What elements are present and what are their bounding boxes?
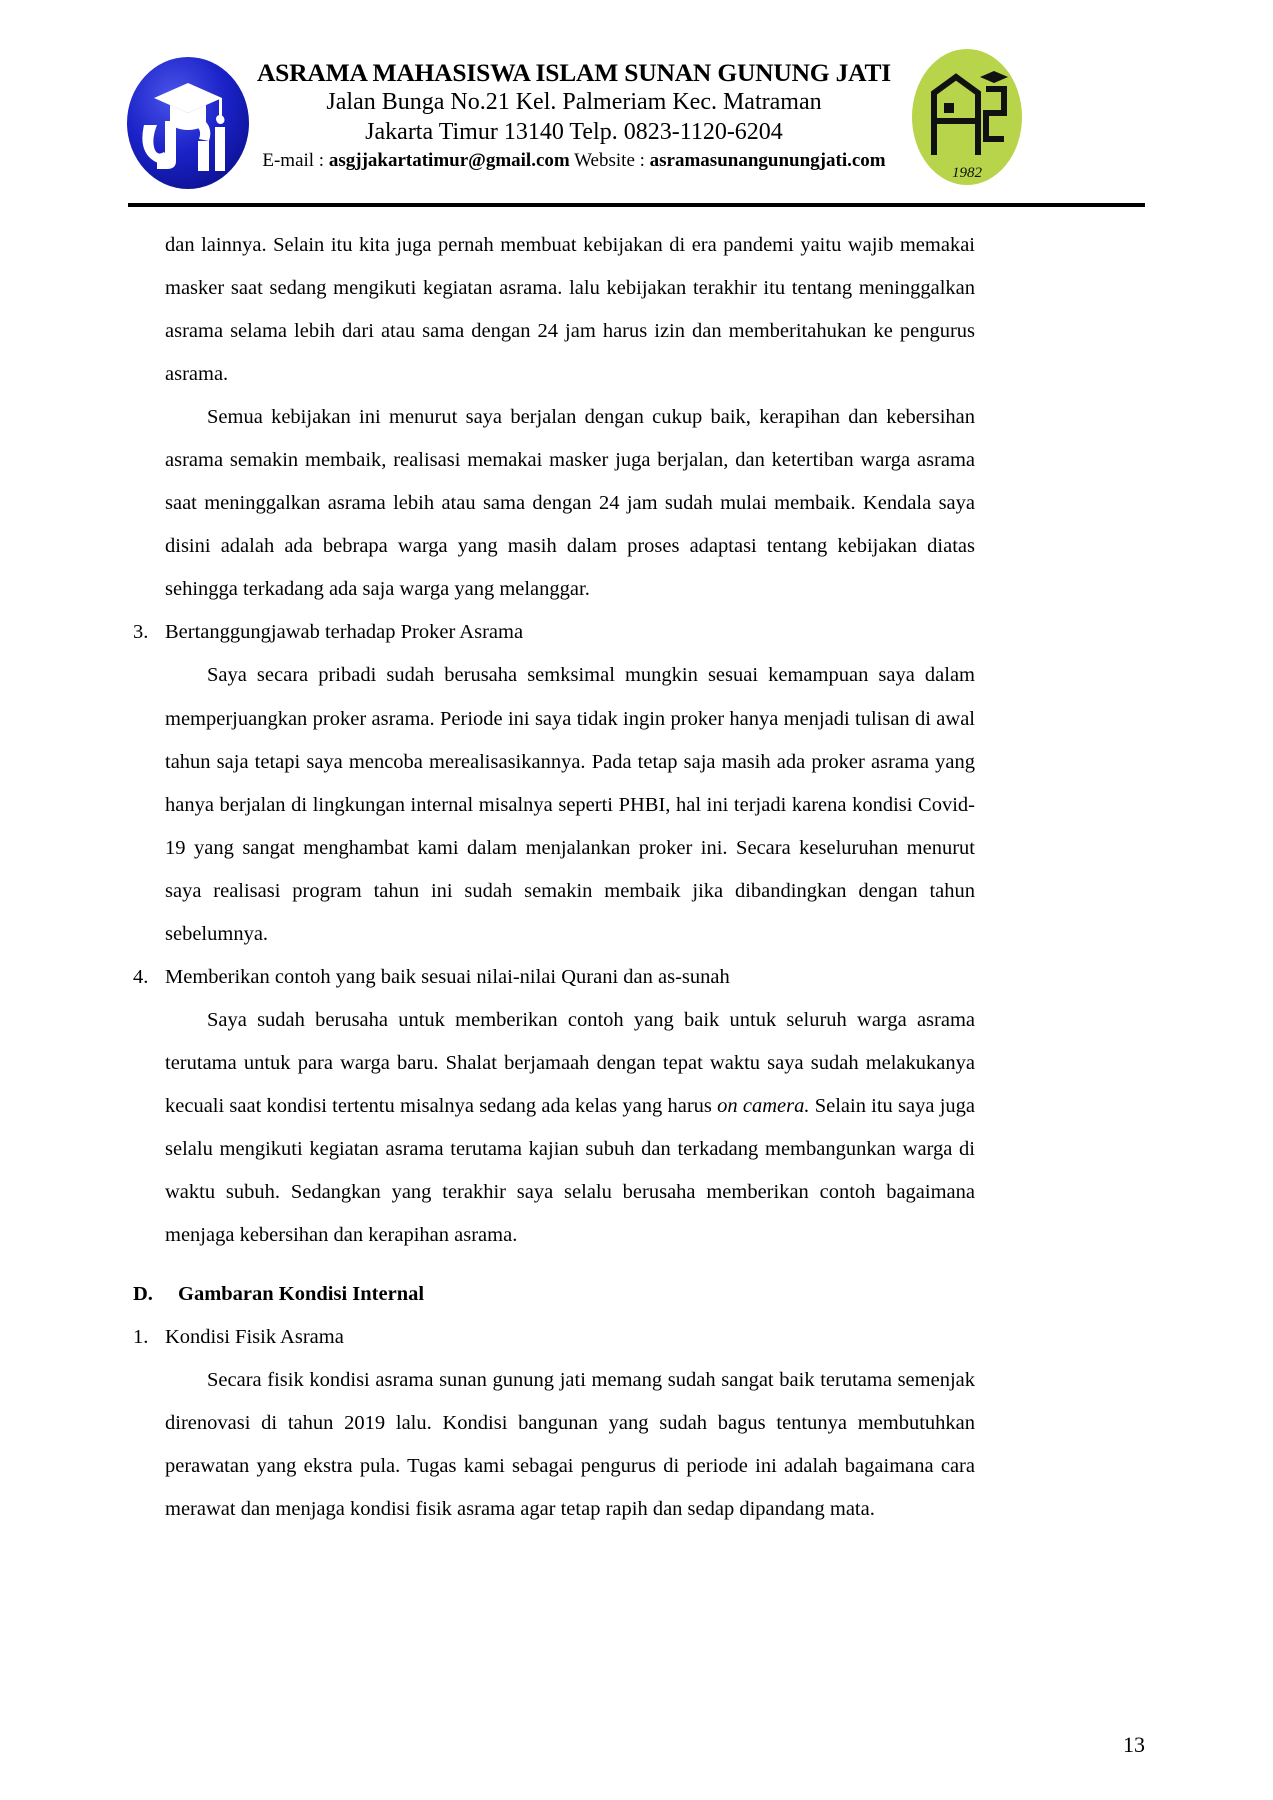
paragraph-2: Semua kebijakan ini menurut saya berjalan dengan cukup baik, kerapihan dan kebersihan asrama semakin membaik, realisasi memakai masker juga berjalan, dan ketertiban warga asrama saat meninggalkan asrama lebih atau sama dengan 24 jam sudah mulai membaik. Kendala saya disini adalah ada bebrapa warga yang masih dalam proses adaptasi tentang kebijakan diatas sehingga terkadang ada saja warga yang melanggar. [165, 406, 975, 601]
paragraph-3: Saya secara pribadi sudah berusaha semksimal mungkin sesuai kemampuan saya dalam memperjuangkan proker asrama. Periode ini saya tidak ingin proker hanya menjadi tulisan di awal tahun saja tetapi saya mencoba merealisasikannya. Pada tetap saja masih ada proker asrama yang hanya berjalan di lingkungan internal misalnya seperti PHBI, hal ini terjadi karena kondisi Covid-19 yang sangat menghambat kami dalam menjalankan proker ini. Secara keseluruhan menurut saya realisasi program tahun ini sudah semakin membaik jika dibandingkan dengan tahun sebelumnya. [165, 664, 975, 945]
address-line-2: Jakarta Timur 13140 Telp. 0823-1120-6204 [365, 118, 783, 145]
email-address: asgjjakartatimur@gmail.com [328, 149, 570, 171]
paragraph-4-italic: on camera. [717, 1094, 810, 1117]
letterhead-text [236, 58, 912, 171]
list-item-3-number: 3. [133, 621, 149, 644]
paragraph-4-part-b: Selain itu saya juga selalu mengikuti kegiatan asrama terutama kajian subuh dan terkadang membangunkan warga di waktu subuh. Sedangkan yang terakhir saya selalu berusaha memberikan contoh bagaimana menjaga kebersihan dan kerapihan asrama. [165, 1094, 975, 1247]
address-line-1: Jalan Bunga No.21 Kel. Palmeriam Kec. Matraman [326, 89, 822, 116]
org-name: ASRAMA MAHASISWA ISLAM SUNAN GUNUNG JATI [256, 58, 892, 87]
svg-text:1982: 1982 [952, 165, 982, 181]
list-item-1-title: Kondisi Fisik Asrama [165, 1326, 344, 1349]
document-body [133, 224, 975, 1531]
section-d-letter: D. [133, 1283, 153, 1306]
website-label: Website : [569, 149, 650, 171]
list-item-1 [133, 1316, 975, 1359]
paragraph-1: dan lainnya. Selain itu kita juga pernah membuat kebijakan di era pandemi yaitu wajib memakai masker saat sedang mengikuti kegiatan asrama. lalu kebijakan terakhir itu tentang meninggalkan asrama selama lebih dari atau sama dengan 24 jam harus izin dan memberitahukan ke pengurus asrama. [165, 234, 975, 386]
page-number: 13 [1123, 1732, 1145, 1757]
contact-line [236, 150, 912, 172]
list-item-4 [133, 956, 975, 999]
section-d-heading [133, 1273, 975, 1316]
list-item-4-title: Memberikan contoh yang baik sesuai nilai-nilai Qurani dan as-sunah [165, 965, 730, 988]
paragraph-4-part-a: Saya sudah berusaha untuk memberikan contoh yang baik untuk seluruh warga asrama terutama untuk para warga baru. Shalat berjamaah dengan tepat waktu saya sudah melakukanya kecuali saat kondisi tertentu misalnya sedang ada kelas yang harus [165, 1008, 975, 1117]
list-item-3 [133, 611, 975, 654]
asgj-logo [908, 47, 1026, 187]
email-label: E-mail : [262, 149, 329, 171]
website-address: asramasunangunungjati.com [649, 149, 886, 171]
header-divider [128, 203, 1145, 207]
paragraph-5: Secara fisik kondisi asrama sunan gunung jati memang sudah sangat baik terutama semenjak direnovasi di tahun 2019 lalu. Kondisi bangunan yang sudah bagus tentunya membutuhkan perawatan yang ekstra pula. Tugas kami sebagai pengurus di periode ini adalah bagaimana cara merawat dan menjaga kondisi fisik asrama agar tetap rapih dan sedap dipandang mata. [165, 1369, 975, 1521]
paragraph-4 [165, 999, 975, 1257]
list-item-3-title: Bertanggungjawab terhadap Proker Asrama [165, 621, 524, 644]
letterhead [0, 0, 1273, 200]
list-item-1-number: 1. [133, 1326, 149, 1349]
yapi-logo [124, 55, 252, 191]
list-item-4-number: 4. [133, 965, 149, 988]
section-d-title: Gambaran Kondisi Internal [178, 1283, 425, 1306]
